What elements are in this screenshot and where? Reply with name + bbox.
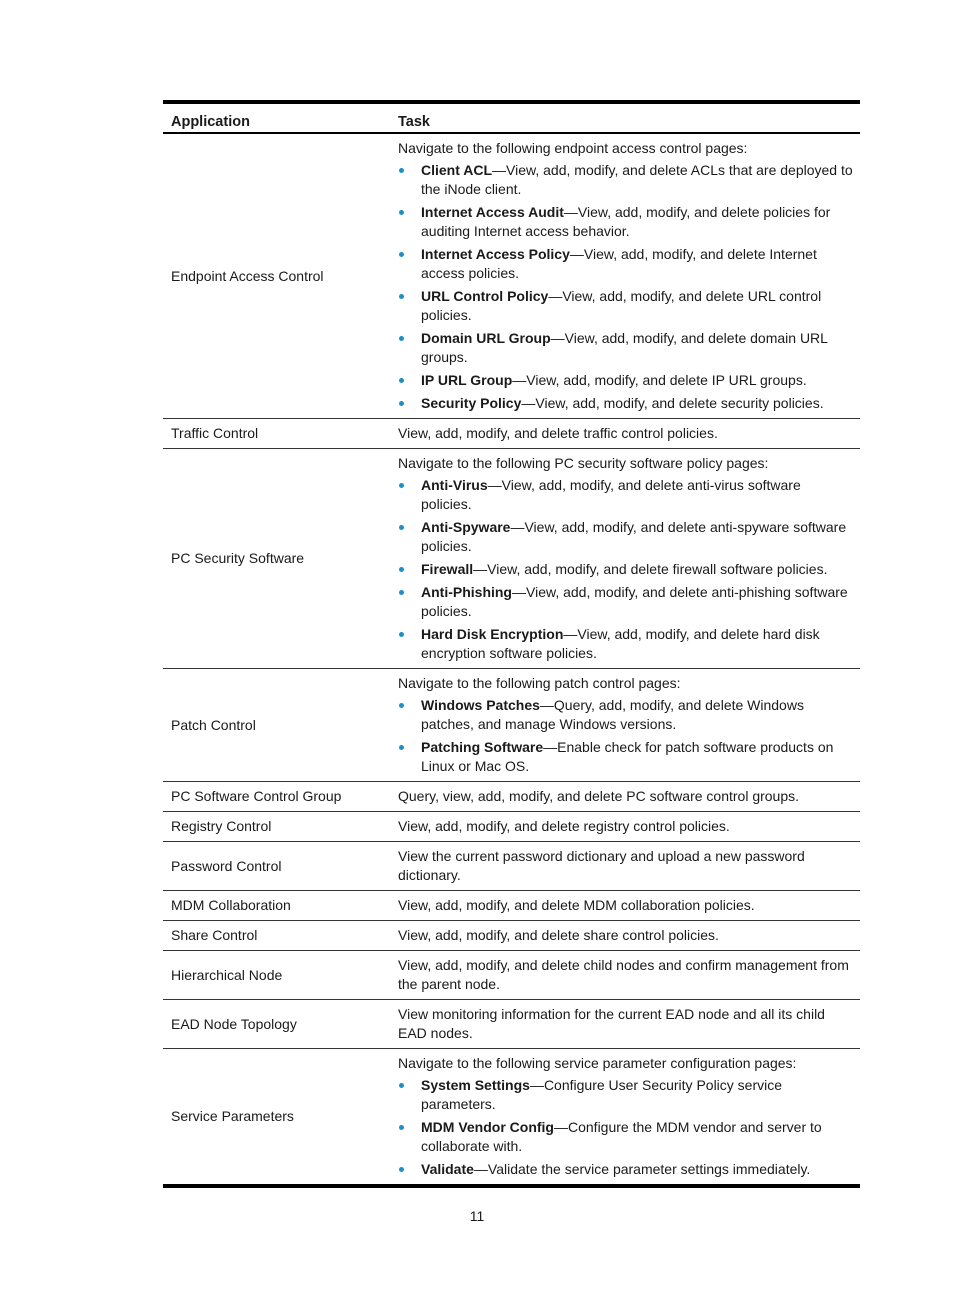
bullet-dot-icon	[399, 483, 404, 488]
list-item	[398, 161, 854, 199]
application-cell: Traffic Control	[171, 425, 259, 441]
table-row	[163, 418, 860, 448]
task-description: —View, add, modify, and delete domain URL groups.	[421, 330, 828, 365]
task-term: Patching Software	[421, 739, 544, 755]
task-description: —Configure User Security Policy service parameters.	[421, 1077, 783, 1112]
application-cell: MDM Collaboration	[171, 897, 291, 913]
task-description: —View, add, modify, and delete hard disk encryption software policies.	[421, 626, 820, 661]
task-cell: View, add, modify, and delete child nodes and confirm management from the parent node.	[398, 957, 849, 992]
task-description: —View, add, modify, and delete anti-virus software policies.	[421, 477, 801, 512]
table-row	[163, 1048, 860, 1184]
list-item	[398, 1160, 854, 1179]
task-cell	[398, 1053, 860, 1180]
task-description: —View, add, modify, and delete ACLs that are deployed to the iNode client.	[421, 162, 853, 197]
application-cell: PC Security Software	[171, 550, 305, 566]
page-number: 11	[469, 1208, 485, 1224]
list-item	[398, 560, 854, 579]
bullet-dot-icon	[399, 567, 404, 572]
task-term: Client ACL	[421, 162, 493, 178]
table-row	[163, 448, 860, 668]
table-row	[163, 668, 860, 781]
task-cell: View, add, modify, and delete traffic control policies.	[398, 425, 718, 441]
task-description: —View, add, modify, and delete security policies.	[521, 395, 824, 411]
list-item	[398, 625, 854, 663]
application-cell: Patch Control	[171, 716, 256, 733]
task-description: —Validate the service parameter settings immediately.	[473, 1161, 811, 1177]
task-description: —View, add, modify, and delete firewall software policies.	[473, 561, 828, 577]
task-term: Hard Disk Encryption	[421, 626, 564, 642]
table-row	[163, 890, 860, 920]
table-row	[163, 999, 860, 1048]
task-description: —Query, add, modify, and delete Windows patches, and manage Windows versions.	[421, 697, 804, 732]
bullet-dot-icon	[399, 1083, 404, 1088]
task-description: —View, add, modify, and delete anti-spyware software policies.	[421, 519, 847, 554]
task-list	[398, 161, 854, 413]
list-item	[398, 371, 854, 390]
table-row	[163, 920, 860, 950]
task-term: Domain URL Group	[421, 330, 551, 346]
task-term: Anti-Phishing	[421, 584, 512, 600]
list-item	[398, 1118, 854, 1156]
application-cell: Service Parameters	[171, 1108, 294, 1124]
list-item	[398, 245, 854, 283]
task-description: —Enable check for patch software products on Linux or Mac OS.	[421, 739, 834, 774]
task-intro: Navigate to the following patch control pages:	[398, 675, 681, 691]
application-cell: Endpoint Access Control	[171, 267, 324, 284]
task-list	[398, 1076, 854, 1179]
task-cell: Query, view, add, modify, and delete PC software control groups.	[398, 788, 800, 804]
application-task-table	[163, 100, 860, 1188]
application-cell: EAD Node Topology	[171, 1015, 297, 1032]
list-item	[398, 738, 854, 776]
task-intro: Navigate to the following service parameter configuration pages:	[398, 1055, 797, 1071]
task-cell: View, add, modify, and delete MDM collaboration policies.	[398, 897, 755, 913]
application-cell: PC Software Control Group	[171, 788, 342, 804]
application-cell: Hierarchical Node	[171, 966, 283, 983]
task-term: MDM Vendor Config	[421, 1119, 554, 1135]
task-cell: View the current password dictionary and upload a new password dictionary.	[398, 848, 805, 883]
task-cell	[398, 673, 860, 777]
table-row	[163, 781, 860, 811]
task-term: Anti-Spyware	[421, 519, 511, 535]
list-item	[398, 203, 854, 241]
bullet-dot-icon	[399, 294, 404, 299]
table-body	[163, 134, 860, 1184]
task-list	[398, 696, 854, 776]
task-intro: Navigate to the following endpoint access control pages:	[398, 140, 748, 156]
task-cell	[398, 138, 860, 414]
list-item	[398, 1076, 854, 1114]
bullet-dot-icon	[399, 632, 404, 637]
task-term: Firewall	[421, 561, 474, 577]
table-header	[163, 104, 860, 134]
bullet-dot-icon	[399, 336, 404, 341]
task-list	[398, 476, 854, 663]
bullet-dot-icon	[399, 1167, 404, 1172]
task-cell: View, add, modify, and delete share control policies.	[398, 927, 719, 943]
task-term: Internet Access Audit	[421, 204, 564, 220]
bullet-dot-icon	[399, 745, 404, 750]
bullet-dot-icon	[399, 401, 404, 406]
task-description: —View, add, modify, and delete Internet access policies.	[421, 246, 817, 281]
list-item	[398, 476, 854, 514]
task-cell	[398, 453, 860, 664]
table-row	[163, 950, 860, 999]
application-cell: Share Control	[171, 927, 258, 943]
task-term: IP URL Group	[421, 372, 513, 388]
bullet-dot-icon	[399, 210, 404, 215]
list-item	[398, 394, 854, 413]
bullet-dot-icon	[399, 1125, 404, 1130]
bullet-dot-icon	[399, 525, 404, 530]
bullet-dot-icon	[399, 703, 404, 708]
task-term: Security Policy	[421, 395, 522, 411]
application-cell: Registry Control	[171, 818, 272, 834]
list-item	[398, 518, 854, 556]
task-term: Internet Access Policy	[421, 246, 570, 262]
list-item	[398, 329, 854, 367]
task-cell: View monitoring information for the current EAD node and all its child EAD nodes.	[398, 1006, 825, 1041]
task-description: —View, add, modify, and delete URL control policies.	[421, 288, 822, 323]
list-item	[398, 696, 854, 734]
task-description: —View, add, modify, and delete policies for auditing Internet access behavior.	[421, 204, 831, 239]
task-term: Validate	[421, 1161, 474, 1177]
task-term: Anti-Virus	[421, 477, 488, 493]
bullet-dot-icon	[399, 378, 404, 383]
task-term: Windows Patches	[421, 697, 540, 713]
task-term: System Settings	[421, 1077, 530, 1093]
task-description: —View, add, modify, and delete IP URL groups.	[512, 372, 807, 388]
table-row	[163, 841, 860, 890]
bullet-dot-icon	[399, 252, 404, 257]
bullet-dot-icon	[399, 168, 404, 173]
task-term: URL Control Policy	[421, 288, 549, 304]
table-row	[163, 134, 860, 418]
list-item	[398, 287, 854, 325]
header-task: Task	[398, 114, 430, 130]
bullet-dot-icon	[399, 590, 404, 595]
header-application: Application	[171, 114, 250, 130]
task-intro: Navigate to the following PC security software policy pages:	[398, 455, 769, 471]
table-row	[163, 811, 860, 841]
task-cell: View, add, modify, and delete registry control policies.	[398, 818, 730, 834]
application-cell: Password Control	[171, 857, 282, 874]
task-description: —View, add, modify, and delete anti-phishing software policies.	[421, 584, 848, 619]
list-item	[398, 583, 854, 621]
task-description: —Configure the MDM vendor and server to collaborate with.	[421, 1119, 822, 1154]
